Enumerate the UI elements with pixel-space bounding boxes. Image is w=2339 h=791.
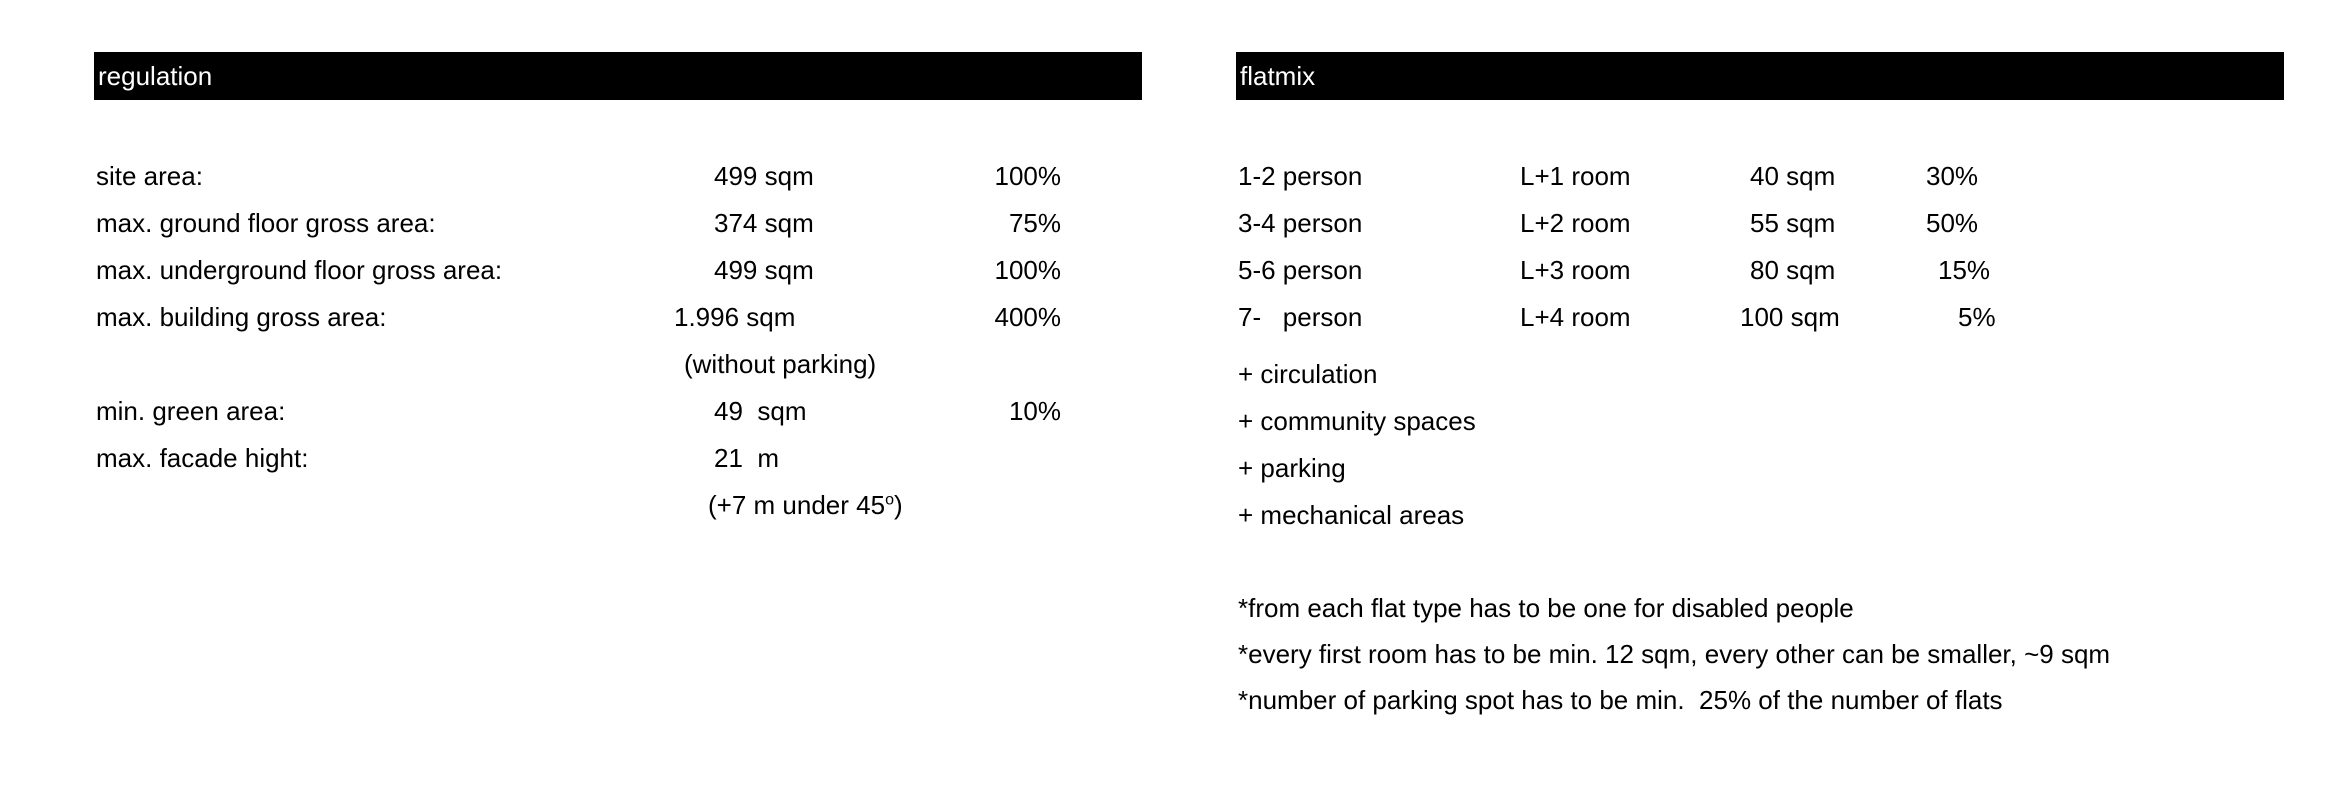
- flatmix-row: [1236, 200, 2284, 247]
- flatmix-person: 3-4 person: [1238, 208, 1363, 238]
- list-item: + circulation: [1238, 359, 1378, 389]
- regulation-row-site-area: [94, 153, 1142, 200]
- facade-note-prefix: (+7 m under 45: [708, 490, 886, 520]
- regulation-note: (without parking): [684, 349, 877, 379]
- flatmix-room: L+3 room: [1520, 255, 1631, 285]
- regulation-header: regulation: [94, 52, 1142, 100]
- flatmix-percent: 5%: [1958, 302, 1996, 332]
- flatmix-person: 7- person: [1238, 302, 1363, 332]
- regulation-row-without-parking: [94, 341, 1142, 388]
- flatmix-person: 1-2 person: [1238, 161, 1363, 191]
- list-item: + mechanical areas: [1238, 500, 1465, 530]
- flatmix-percent: 15%: [1938, 255, 1991, 285]
- list-item: + community spaces: [1238, 406, 1476, 436]
- list-item: + parking: [1238, 453, 1346, 483]
- regulation-label: max. underground floor gross area:: [96, 255, 503, 285]
- note-item: *number of parking spot has to be min. 25% of the number of flats: [1238, 685, 2003, 715]
- regulation-value: 374 sqm: [714, 208, 814, 238]
- degree-symbol: o: [885, 491, 894, 509]
- flatmix-percent: 30%: [1926, 161, 1979, 191]
- facade-note-suffix: ): [893, 490, 903, 520]
- flatmix-sqm: 40 sqm: [1750, 161, 1836, 191]
- flatmix-room: L+2 room: [1520, 208, 1631, 238]
- flatmix-additions: [1236, 351, 2284, 539]
- regulation-row-building-gross: [94, 294, 1142, 341]
- regulation-row-facade-note: [94, 482, 1142, 529]
- flatmix-sqm: 55 sqm: [1750, 208, 1836, 238]
- regulation-label: site area:: [96, 161, 203, 191]
- regulation-percent: 400%: [994, 302, 1061, 332]
- regulation-label: max. ground floor gross area:: [96, 208, 436, 238]
- regulation-percent: 100%: [994, 161, 1061, 191]
- regulation-value: 21 m: [714, 443, 780, 473]
- flatmix-row: [1236, 294, 2284, 341]
- regulation-row-underground-floor: [94, 247, 1142, 294]
- regulation-value: 1.996 sqm: [674, 302, 796, 332]
- regulation-label: max. facade hight:: [96, 443, 309, 473]
- flatmix-person: 5-6 person: [1238, 255, 1363, 285]
- regulation-panel: [94, 52, 1142, 529]
- flatmix-row: [1236, 153, 2284, 200]
- flatmix-row: [1236, 247, 2284, 294]
- flatmix-room: L+4 room: [1520, 302, 1631, 332]
- flatmix-table: [1236, 153, 2284, 341]
- regulation-value: 499 sqm: [714, 161, 814, 191]
- regulation-label: min. green area:: [96, 396, 286, 426]
- flatmix-percent: 50%: [1926, 208, 1979, 238]
- flatmix-panel: [1236, 52, 2284, 723]
- flatmix-sqm: 100 sqm: [1740, 302, 1840, 332]
- note-item: *from each flat type has to be one for disabled people: [1238, 593, 1854, 623]
- flatmix-room: L+1 room: [1520, 161, 1631, 191]
- regulation-label: max. building gross area:: [96, 302, 387, 332]
- regulation-table: [94, 153, 1142, 529]
- flatmix-notes: [1236, 585, 2284, 723]
- flatmix-sqm: 80 sqm: [1750, 255, 1836, 285]
- regulation-row-green-area: [94, 388, 1142, 435]
- note-item: *every first room has to be min. 12 sqm, every other can be smaller, ~9 sqm: [1238, 639, 2111, 669]
- regulation-row-ground-floor: [94, 200, 1142, 247]
- flatmix-header: flatmix: [1236, 52, 2284, 100]
- regulation-percent: 75%: [1008, 208, 1061, 238]
- facade-note: [708, 482, 968, 529]
- regulation-value: 49 sqm: [714, 396, 807, 426]
- regulation-percent: 100%: [994, 255, 1061, 285]
- regulation-percent: 10%: [1008, 396, 1061, 426]
- regulation-row-facade-height: [94, 435, 1142, 482]
- regulation-value: 499 sqm: [714, 255, 814, 285]
